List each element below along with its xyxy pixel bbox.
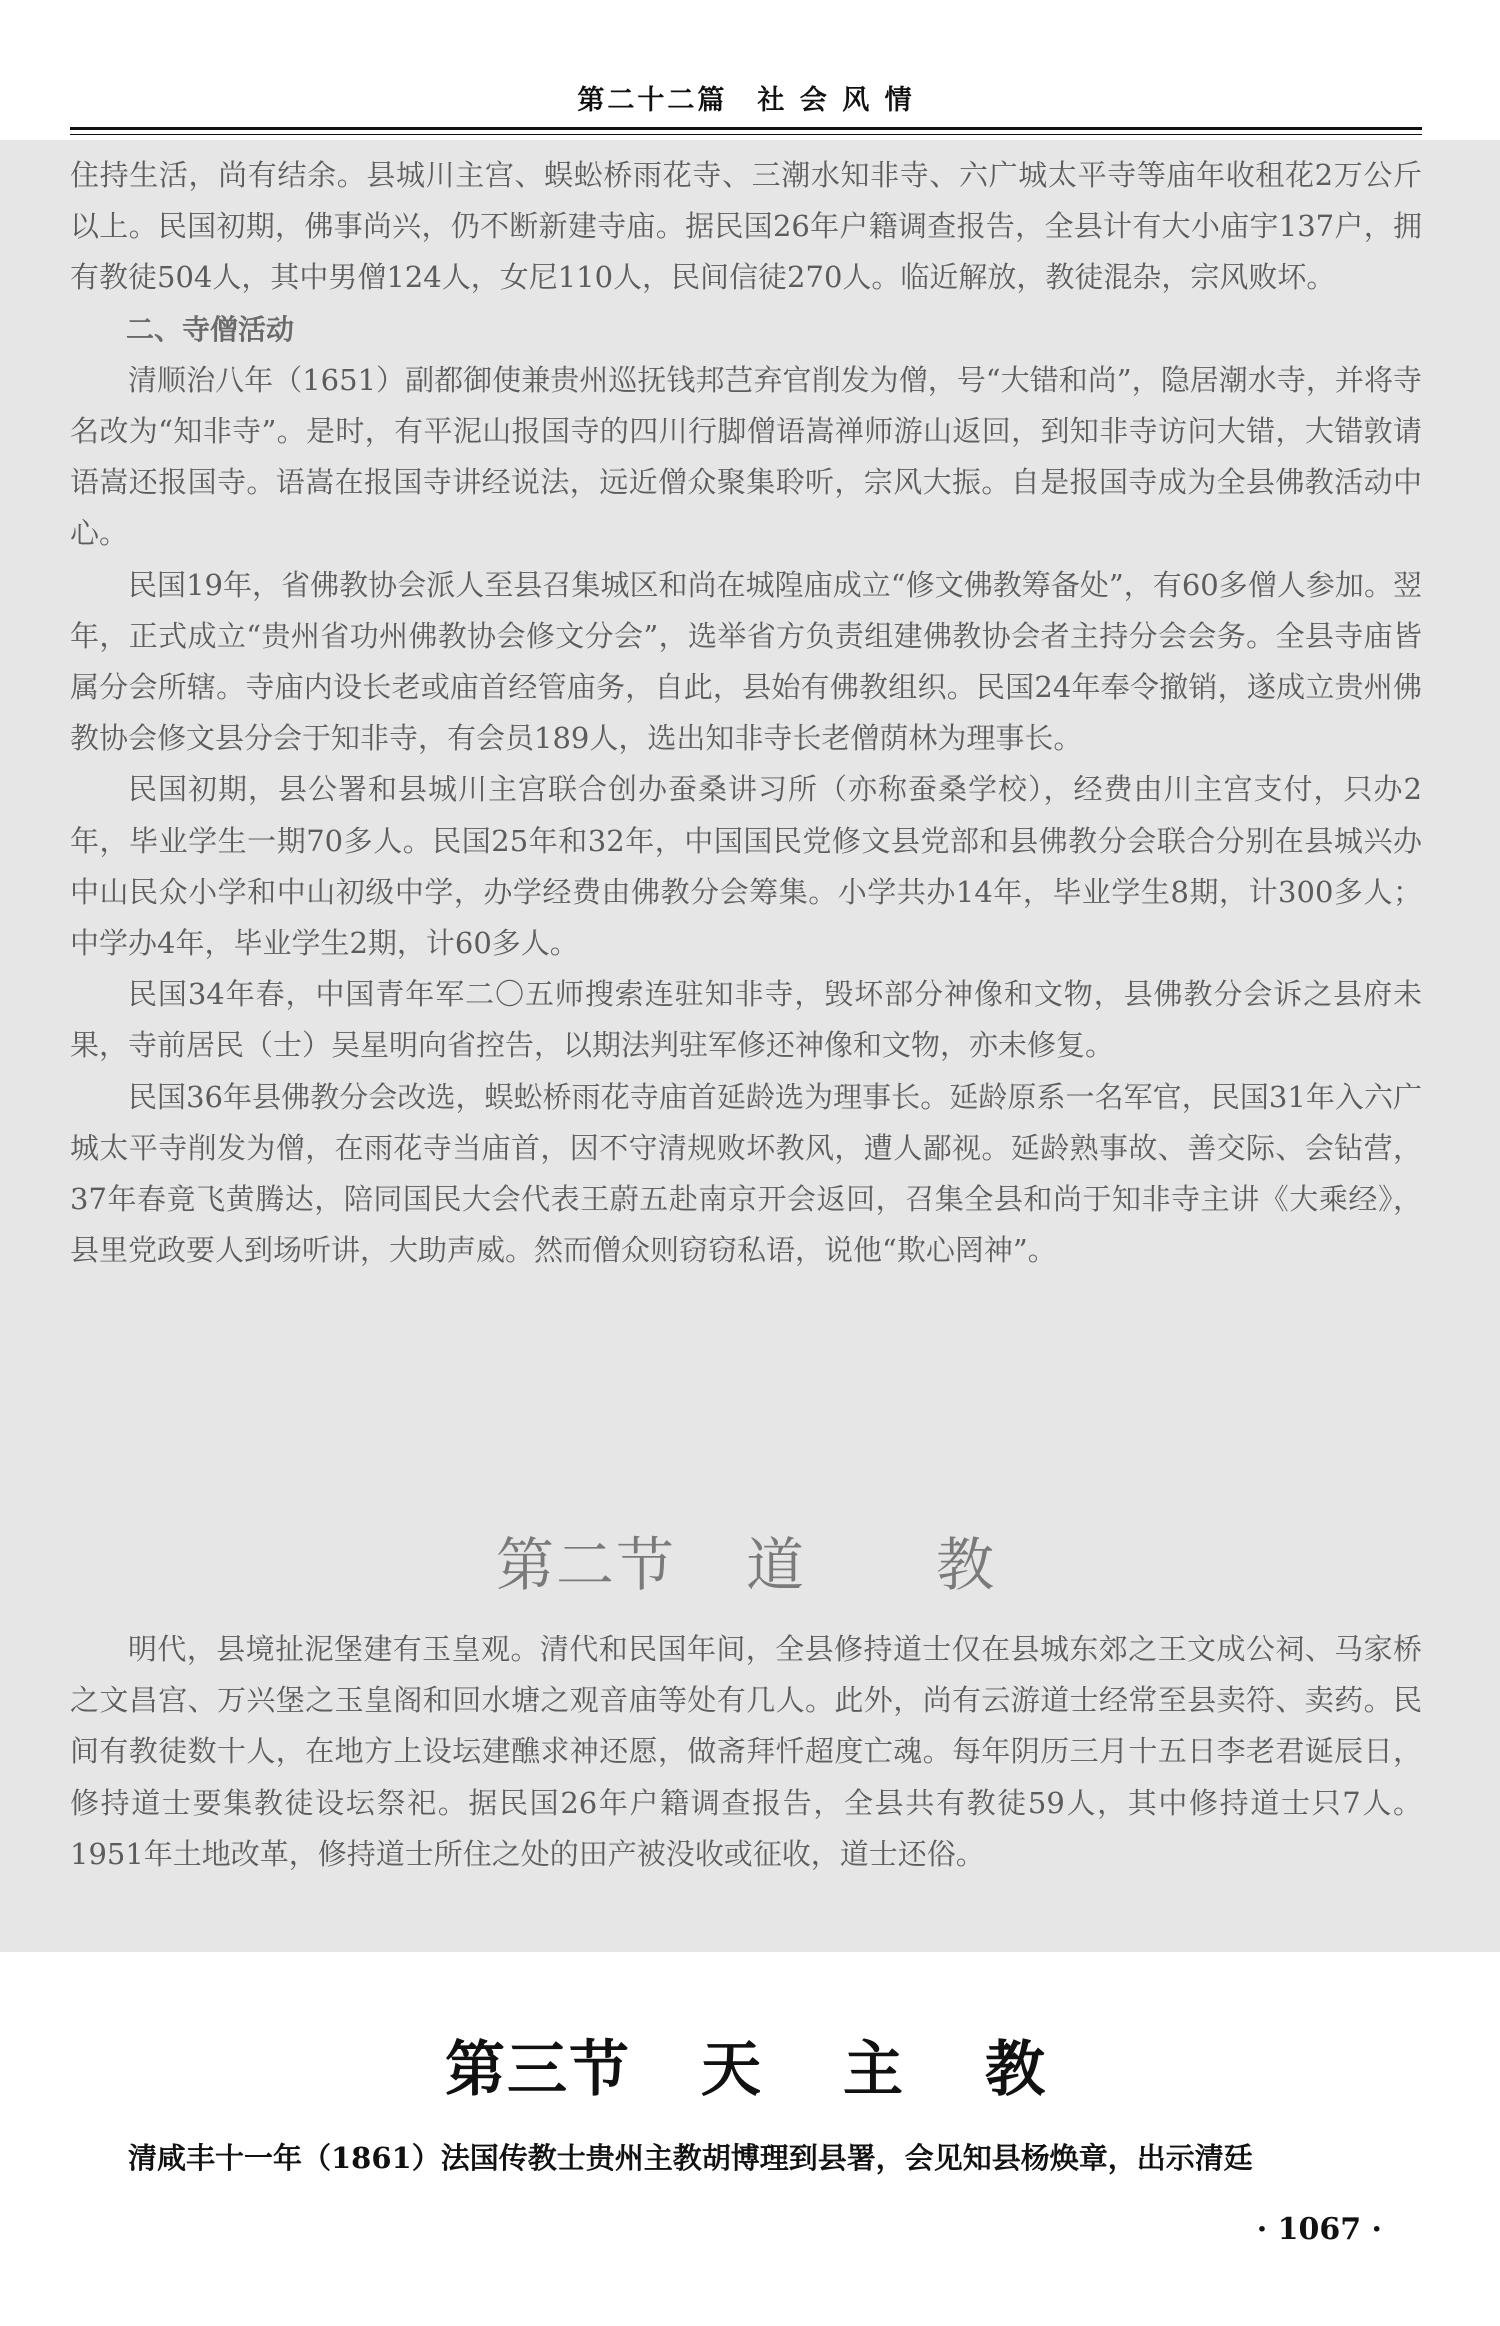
section-title-taoism	[70, 1518, 1422, 1602]
header-rule-thick	[70, 127, 1422, 130]
page-number: · 1067 ·	[1256, 2212, 1382, 2247]
paragraph: 清顺治八年（1651）副都御使兼贵州巡抚钱邦芑弃官削发为僧，号“大错和尚”，隐居潮水寺，并将寺名改为“知非寺”。是时，有平泥山报国寺的四川行脚僧语嵩禅师游山返回，到知非寺访问大错，大错敦请语嵩还报国寺。语嵩在报国寺讲经说法，远近僧众聚集聆听，宗风大振。自是报国寺成为全县佛教活动中心。	[70, 362, 1422, 551]
running-header: 第二十二篇 社 会 风 情	[577, 85, 915, 116]
paragraph: 民国初期，县公署和县城川主宫联合创办蚕桑讲习所（亦称蚕桑学校），经费由川主宫支付，只办2年，毕业学生一期70多人。民国25年和32年，中国国民党修文县党部和县佛教分会联合分别在县城兴办中山民众小学和中山初级中学，办学经费由佛教分会筹集。小学共办14年，毕业学生8期，计300多人；中学办4年，毕业学生2期，计60多人。	[70, 772, 1422, 961]
section2-body	[70, 1624, 1422, 1880]
section-title-char: 天	[701, 2035, 763, 2105]
section-title-number: 第二节	[495, 1531, 676, 1599]
paragraph: 住持生活，尚有结余。县城川主宫、蜈蚣桥雨花寺、三潮水知非寺、六广城太平寺等庙年收租花2万公斤以上。民国初期，佛事尚兴，仍不断新建寺庙。据民国26年户籍调查报告，全县计有大小庙宇137户，拥有教徒504人，其中男僧124人，女尼110人，民间信徒270人。临近解放，教徒混杂，宗风败坏。	[70, 158, 1422, 295]
section-title-number: 第三节	[445, 2035, 631, 2105]
section1-body	[70, 150, 1422, 1276]
section-title-char: 主	[843, 2035, 905, 2105]
paragraph: 明代，县境扯泥堡建有玉皇观。清代和民国年间，全县修持道士仅在县城东郊之王文成公祠、马家桥之文昌宫、万兴堡之玉皇阁和回水塘之观音庙等处有几人。此外，尚有云游道士经常至县卖符、卖药。民间有教徒数十人，在地方上设坛建醮求神还愿，做斋拜忏超度亡魂。每年阴历三月十五日李老君诞辰日，修持道士要集教徒设坛祭祀。据民国26年户籍调查报告，全县共有教徒59人，其中修持道士只7人。1951年土地改革，修持道士所住之处的田产被没收或征收，道士还俗。	[70, 1632, 1422, 1871]
section-title-char: 教	[936, 1531, 997, 1599]
section-title-char: 教	[985, 2035, 1047, 2105]
section-title-catholicism	[70, 2022, 1422, 2108]
paragraph: 民国19年，省佛教协会派人至县召集城区和尚在城隍庙成立“修文佛教筹备处”，有60多僧人参加。翌年，正式成立“贵州省功州佛教协会修文分会”，选举省方负责组建佛教协会者主持分会会务。全县寺庙皆属分会所辖。寺庙内设长老或庙首经管庙务，自此，县始有佛教组织。民国24年奉令撤销，遂成立贵州佛教协会修文县分会于知非寺，有会员189人，选出知非寺长老僧荫林为理事长。	[70, 567, 1422, 756]
paragraph: 民国36年县佛教分会改选，蜈蚣桥雨花寺庙首延龄选为理事长。延龄原系一名军官，民国31年入六广城太平寺削发为僧，在雨花寺当庙首，因不守清规败坏教风，遭人鄙视。延龄熟事故、善交际、会钻营，37年春竟飞黄腾达，陪同国民大会代表王蔚五赴南京开会返回，召集全县和尚于知非寺主讲《大乘经》，县里党政要人到场听讲，大助声威。然而僧众则窃窃私语，说他“欺心罔神”。	[70, 1079, 1422, 1268]
paragraph: 民国34年春，中国青年军二〇五师搜索连驻知非寺，毁坏部分神像和文物，县佛教分会诉之县府未果，寺前居民（士）吴星明向省控告，以期法判驻军修还神像和文物，亦未修复。	[70, 977, 1422, 1063]
header-rule-thin	[70, 134, 1422, 135]
section3-body: 清咸丰十一年（1861）法国传教士贵州主教胡博理到县署，会见知县杨焕章，出示清廷	[128, 2141, 1253, 2175]
subheading-temple-activities: 二、寺僧活动	[126, 312, 295, 346]
section-title-char: 道	[745, 1531, 806, 1599]
